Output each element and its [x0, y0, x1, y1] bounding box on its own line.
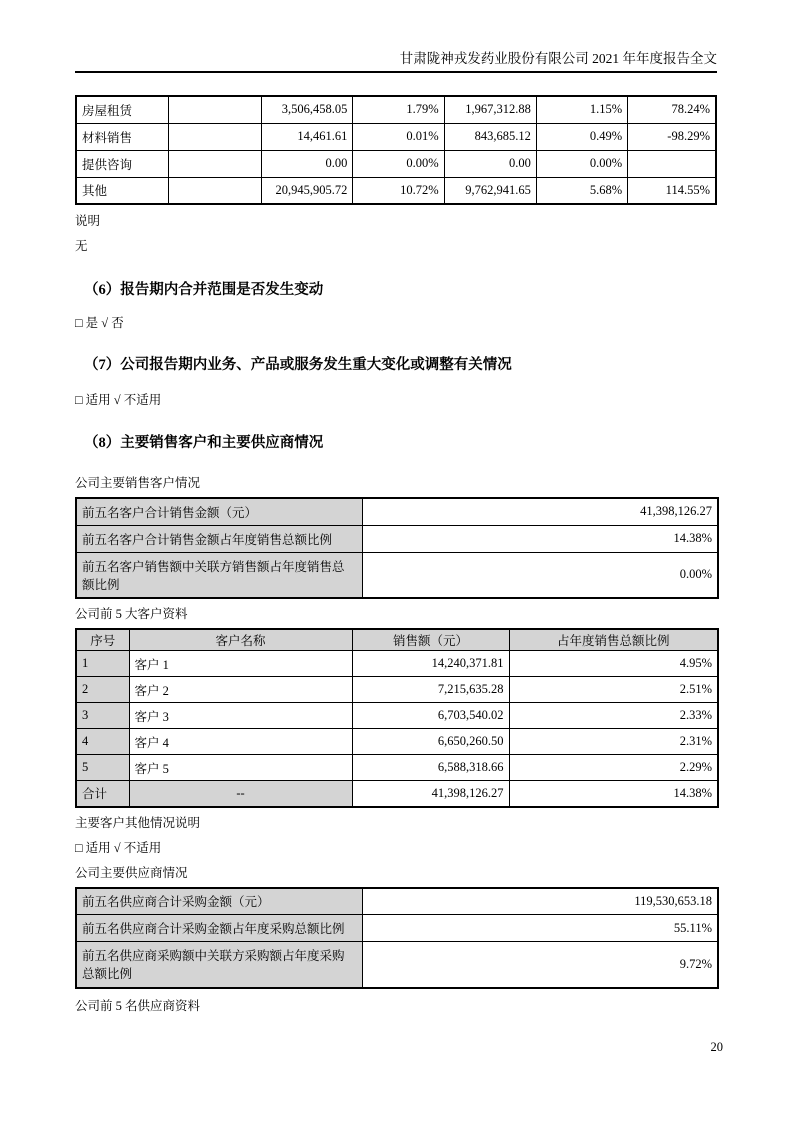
table-total-row [76, 781, 718, 807]
cell-total-amount: 41,398,126.27 [352, 781, 509, 807]
cell-value: 0.00% [362, 552, 718, 598]
cell-value: 119,530,653.18 [362, 888, 718, 915]
cell-customer-name: 客户 5 [129, 755, 352, 781]
table-row [76, 942, 718, 988]
cell-category: 提供咨询 [76, 150, 168, 177]
customers-detail-title: 公司前 5 大客户资料 [75, 607, 188, 621]
table-row [76, 915, 718, 942]
cell-customer-name: 客户 1 [129, 651, 352, 677]
table-row [76, 552, 718, 598]
top-customers-detail-table [75, 628, 719, 808]
cell-category: 房屋租赁 [76, 96, 168, 123]
header-cell-sales-pct: 占年度销售总额比例 [509, 629, 718, 651]
cell-label: 前五名供应商合计采购金额占年度采购总额比例 [76, 915, 362, 942]
cell-pct-current: 10.72% [353, 177, 444, 204]
cell-total-pct: 14.38% [509, 781, 718, 807]
cell-pct-prior: 0.00% [536, 150, 627, 177]
cell-amount-current: 14,461.61 [262, 123, 353, 150]
cell-sales-pct: 2.33% [509, 703, 718, 729]
cell-value: 14.38% [362, 525, 718, 552]
cell-sales-pct: 4.95% [509, 651, 718, 677]
page-number: 20 [710, 1040, 723, 1054]
cell-category: 其他 [76, 177, 168, 204]
table-row [76, 703, 718, 729]
cell-index: 3 [76, 703, 129, 729]
cell-amount-current: 0.00 [262, 150, 353, 177]
cell-amount-prior: 843,685.12 [444, 123, 536, 150]
cell-customer-name: 客户 2 [129, 677, 352, 703]
cell-customer-name: 客户 4 [129, 729, 352, 755]
cell-customer-name: 客户 3 [129, 703, 352, 729]
cell-label: 前五名客户合计销售金额（元） [76, 498, 362, 525]
cell-empty [168, 150, 261, 177]
cell-amount-current: 20,945,905.72 [262, 177, 353, 204]
table-row [76, 525, 718, 552]
cell-empty [168, 96, 261, 123]
cell-yoy-change: -98.29% [628, 123, 716, 150]
cell-yoy-change: 78.24% [628, 96, 716, 123]
cell-empty [168, 123, 261, 150]
header-cell-sales-amount: 销售额（元） [352, 629, 509, 651]
table-row [76, 123, 716, 150]
cell-pct-prior: 1.15% [536, 96, 627, 123]
header-cell-index: 序号 [76, 629, 129, 651]
cell-label: 前五名客户合计销售金额占年度销售总额比例 [76, 525, 362, 552]
cell-empty [168, 177, 261, 204]
section-7-choice: □ 适用 √ 不适用 [75, 393, 162, 407]
cell-total-label: 合计 [76, 781, 129, 807]
table-row [76, 498, 718, 525]
cell-yoy-change [628, 150, 716, 177]
table-row [76, 177, 716, 204]
suppliers-summary-title: 公司主要供应商情况 [75, 865, 188, 880]
top-customers-summary-table [75, 497, 719, 599]
cell-pct-prior: 0.49% [536, 123, 627, 150]
cell-label: 前五名供应商合计采购金额（元） [76, 888, 362, 915]
cell-index: 2 [76, 677, 129, 703]
header-cell-customer-name: 客户名称 [129, 629, 352, 651]
table-row [76, 755, 718, 781]
cell-sales-amount: 14,240,371.81 [352, 651, 509, 677]
table-row [76, 888, 718, 915]
cell-index: 4 [76, 729, 129, 755]
cell-amount-prior: 0.00 [444, 150, 536, 177]
cell-pct-prior: 5.68% [536, 177, 627, 204]
note-value: 无 [75, 239, 88, 253]
customers-other-note-choice: □ 适用 √ 不适用 [75, 840, 162, 855]
cell-sales-amount: 6,650,260.50 [352, 729, 509, 755]
cell-amount-prior: 1,967,312.88 [444, 96, 536, 123]
top-suppliers-summary-table [75, 887, 719, 989]
cell-value: 9.72% [362, 942, 718, 988]
suppliers-detail-title: 公司前 5 名供应商资料 [75, 998, 201, 1013]
cell-value: 55.11% [362, 915, 718, 942]
customers-summary-title: 公司主要销售客户情况 [75, 476, 201, 490]
cell-sales-pct: 2.31% [509, 729, 718, 755]
cell-value: 41,398,126.27 [362, 498, 718, 525]
cell-sales-amount: 7,215,635.28 [352, 677, 509, 703]
table-row [76, 651, 718, 677]
table-row [76, 150, 716, 177]
note-label: 说明 [75, 214, 101, 228]
cell-index: 5 [76, 755, 129, 781]
cell-index: 1 [76, 651, 129, 677]
cell-pct-current: 1.79% [353, 96, 444, 123]
cell-sales-pct: 2.51% [509, 677, 718, 703]
cell-pct-current: 0.01% [353, 123, 444, 150]
section-8-heading: （8）主要销售客户和主要供应商情况 [84, 435, 324, 451]
cell-sales-amount: 6,588,318.66 [352, 755, 509, 781]
cell-pct-current: 0.00% [353, 150, 444, 177]
document-header-title: 甘肃陇神戎发药业股份有限公司 2021 年年度报告全文 [75, 50, 717, 73]
customers-other-note-title: 主要客户其他情况说明 [75, 815, 201, 830]
table-row [76, 729, 718, 755]
revenue-breakdown-table [75, 95, 717, 205]
cell-yoy-change: 114.55% [628, 177, 716, 204]
table-header-row [76, 629, 718, 651]
cell-label: 前五名供应商采购额中关联方采购额占年度采购总额比例 [76, 942, 362, 988]
section-6-heading: （6）报告期内合并范围是否发生变动 [84, 282, 324, 298]
cell-label: 前五名客户销售额中关联方销售额占年度销售总额比例 [76, 552, 362, 598]
cell-sales-pct: 2.29% [509, 755, 718, 781]
cell-total-name: -- [129, 781, 352, 807]
table-row [76, 96, 716, 123]
cell-amount-prior: 9,762,941.65 [444, 177, 536, 204]
section-6-choice: □ 是 √ 否 [75, 316, 124, 330]
cell-category: 材料销售 [76, 123, 168, 150]
cell-sales-amount: 6,703,540.02 [352, 703, 509, 729]
cell-amount-current: 3,506,458.05 [262, 96, 353, 123]
table-row [76, 677, 718, 703]
section-7-heading: （7）公司报告期内业务、产品或服务发生重大变化或调整有关情况 [84, 357, 512, 373]
